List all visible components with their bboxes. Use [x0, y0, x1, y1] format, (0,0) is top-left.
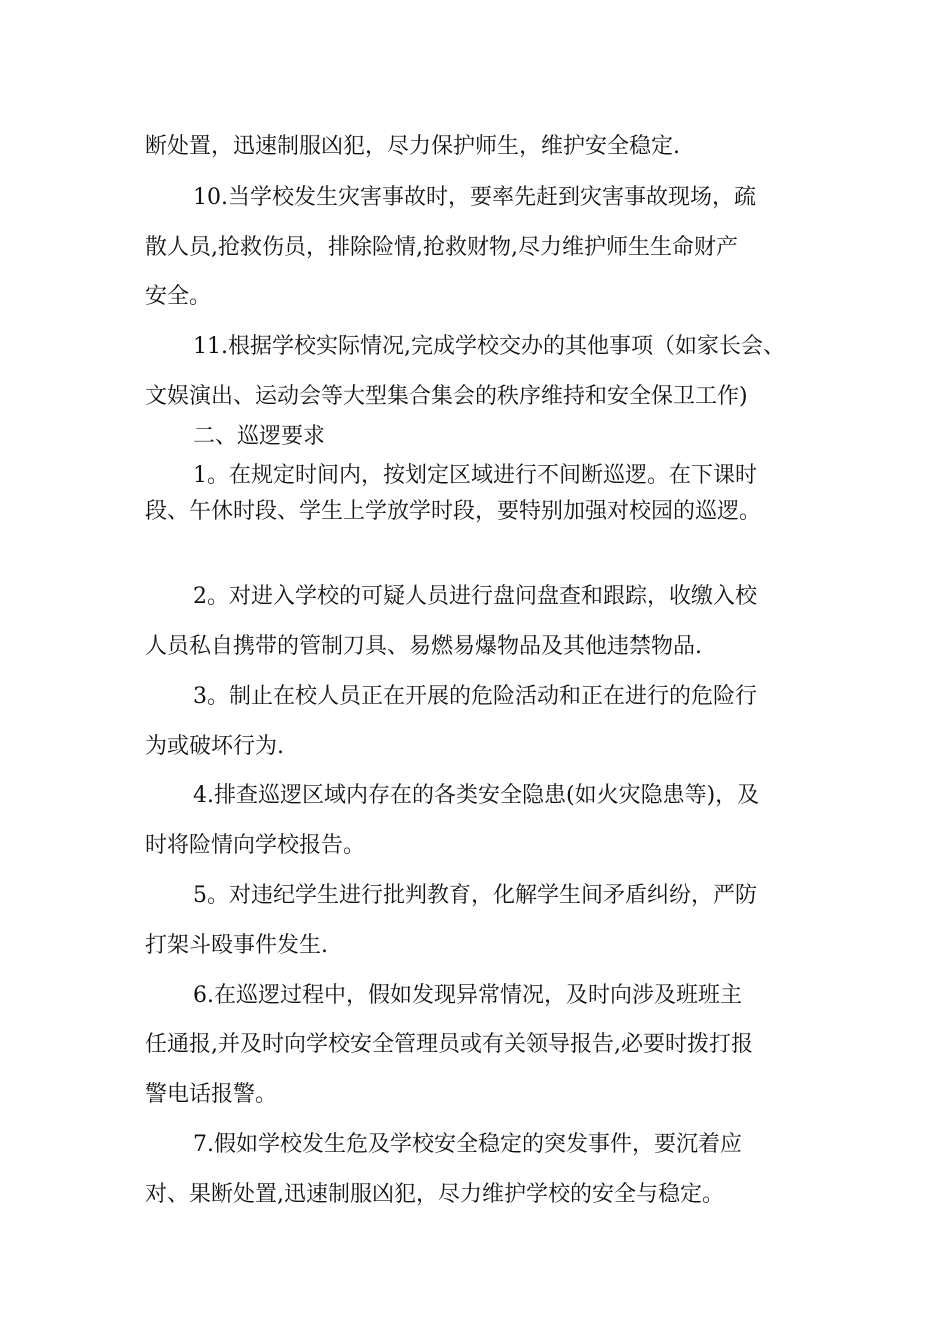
text-line-20: 警电话报警。 — [145, 1082, 278, 1107]
text-line-13: 为或破坏行为. — [145, 734, 284, 759]
text-line-9: 段、午休时段、学生上学放学时段，要特别加强对校园的巡逻。 — [145, 499, 762, 524]
text-line-8: 1。在规定时间内，按划定区域进行不间断巡逻。在下课时 — [193, 463, 757, 488]
section-heading: 二、巡逻要求 — [193, 424, 326, 449]
text-line-12: 3。制止在校人员正在开展的危险活动和正在进行的危险行 — [193, 684, 757, 709]
text-line-5: 11.根据学校实际情况,完成学校交办的其他事项（如家长会、 — [193, 334, 785, 359]
text-line-3: 散人员,抢救伤员，排除险情,抢救财物,尽力维护师生生命财产 — [145, 235, 738, 260]
text-line-17: 打架斗殴事件发生. — [145, 933, 328, 958]
text-line-15: 时将险情向学校报告。 — [145, 833, 366, 858]
text-line-10: 2。对进入学校的可疑人员进行盘问盘查和跟踪，收缴入校 — [193, 584, 757, 609]
text-line-1: 断处置，迅速制服凶犯，尽力保护师生，维护安全稳定. — [145, 134, 680, 159]
text-line-14: 4.排查巡逻区域内存在的各类安全隐患(如火灾隐患等)，及 — [193, 783, 760, 808]
text-line-16: 5。对违纪学生进行批判教育，化解学生间矛盾纠纷，严防 — [193, 883, 757, 908]
text-line-22: 对、果断处置,迅速制服凶犯，尽力维护学校的安全与稳定。 — [145, 1182, 724, 1207]
text-line-21: 7.假如学校发生危及学校安全稳定的突发事件，要沉着应 — [193, 1132, 742, 1157]
text-line-11: 人员私自携带的管制刀具、易燃易爆物品及其他违禁物品. — [145, 634, 702, 659]
text-line-19: 任通报,并及时向学校安全管理员或有关领导报告,必要时拨打报 — [145, 1032, 753, 1057]
text-line-4: 安全。 — [145, 284, 212, 309]
text-line-2: 10.当学校发生灾害事故时，要率先赶到灾害事故现场，疏 — [193, 185, 756, 210]
text-line-18: 6.在巡逻过程中，假如发现异常情况，及时向涉及班班主 — [193, 983, 742, 1008]
text-line-6: 文娱演出、运动会等大型集合集会的秩序维持和安全保卫工作) — [145, 384, 748, 409]
